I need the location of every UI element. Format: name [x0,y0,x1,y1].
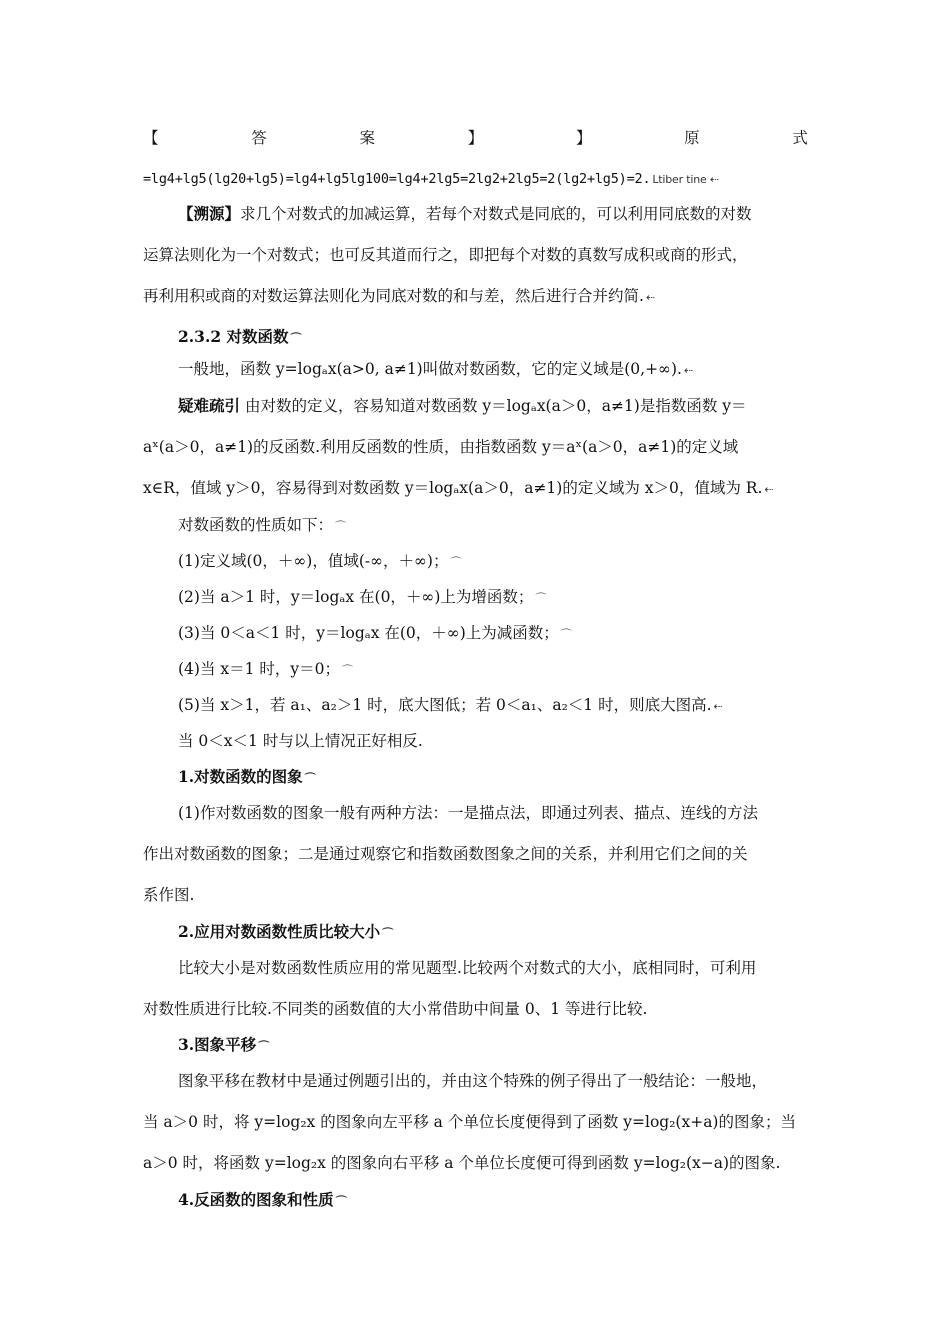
header-char: 】 [467,129,484,147]
equation-line [143,168,808,191]
paragraph-text: 再利用积或商的对数运算法则化为同底对数的和与差，然后进行合并约简. [143,287,644,305]
paragraph-text: 求几个对数式的加减运算，若每个对数式是同底的，可以利用同底数的对数 [240,205,752,223]
notes-paragraph-line [178,395,808,417]
property-item [178,658,808,682]
paragraph-line: (1)作对数函数的图象一般有两种方法：一是描点法，即通过列表、描点、连线的方法 [178,804,758,822]
paragraph-line: aˣ(a＞0，a≠1)的反函数.利用反函数的性质，由指数函数 y＝aˣ(a＞0，a≠1)的定义域 [143,438,739,456]
notes-label: 疑难疏引 [178,396,241,415]
paragraph-line: 图象平移在教材中是通过例题引出的，并由这个特殊的例子得出了一般结论：一般地， [178,1072,768,1090]
tie-mark-icon: ⌒ [304,772,316,785]
paragraph-line: 当 a＞0 时，将 y=log₂x 的图象向左平移 a 个单位长度便得到了函数 y=log₂(x+a)的图象；当 [143,1113,796,1131]
paragraph-line: 对数性质进行比较.不同类的函数值的大小常借助中间量 0、1 等进行比较. [143,1000,648,1018]
subsection-title: 4.反函数的图象和性质 [178,1190,334,1209]
header-char: 案 [359,129,375,147]
definition-line [178,358,808,382]
paragraph-line: a＞0 时，将函数 y=log₂x 的图象向右平移 a 个单位长度便可得到函数 y=log₂(x−a)的图象. [143,1154,781,1172]
property-text: (3)当 0＜a＜1 时，y＝logₐx 在(0，＋∞)上为减函数； [178,624,559,642]
tie-mark-icon: ⌒ [535,592,547,605]
paragraph-line: 比较大小是对数函数性质应用的常见题型.比较两个对数式的大小，底相同时，可利用 [178,959,757,977]
section-heading [178,326,808,350]
property-item [178,586,808,610]
property-text: (4)当 x＝1 时，y＝0； [178,660,341,678]
property-note: 当 0＜x＜1 时与以上情况正好相反. [178,732,423,750]
paragraph-line: 运算法则化为一个对数式；也可反其道而行之，即把每个对数的真数写成积或商的形式， [143,246,748,264]
paragraph-line: 系作图. [143,886,195,904]
header-char: 原 [684,129,700,147]
property-item [178,622,808,646]
header-char: 答 [251,129,267,147]
tie-mark-icon: ⌒ [342,664,354,677]
property-text: (2)当 a＞1 时，y＝logₐx 在(0，＋∞)上为增函数； [178,588,534,606]
tie-mark-icon: ⌒ [382,927,394,940]
tie-mark-icon: ⌒ [560,628,572,641]
paragraph-line [143,477,808,501]
stray-mark: Ltiber tine ⇠ [652,173,719,186]
paragraph-line: 作出对数函数的图象；二是通过观察它和指数函数图象之间的关系，并利用它们之间的关 [143,845,748,863]
subsection-heading [178,1034,808,1058]
subsection-title: 2.应用对数函数性质比较大小 [178,922,381,941]
property-intro-text: 对数函数的性质如下： [178,516,334,534]
section-title: 2.3.2 对数函数 [178,327,289,346]
tie-mark-icon: ⌒ [258,1040,270,1053]
tie-mark-icon: ⌒ [335,520,347,533]
property-item [178,550,808,574]
header-char: 式 [792,129,808,147]
subsection-heading [178,766,808,790]
tie-mark-icon: ⌒ [450,556,462,569]
subsection-title: 1.对数函数的图象 [178,767,303,786]
header-char: 【 [143,129,159,147]
tie-mark-icon: ⌒ [335,1195,347,1208]
definition-text: 一般地，函数 y=logₐx(a>0, a≠1)叫做对数函数，它的定义域是(0,+∞). [178,360,682,378]
paragraph-line [143,285,808,309]
subsection-title: 3.图象平移 [178,1035,257,1054]
property-text: (1)定义域(0，＋∞)，值域(-∞，＋∞)； [178,552,449,570]
property-intro [178,514,808,538]
property-item [178,694,808,718]
subsection-heading [178,1189,808,1213]
answer-header-line [143,127,808,149]
tie-mark-icon: ⌒ [290,332,302,345]
paragraph-mark-icon: ⇠ [645,291,656,304]
paragraph-text: x∈R，值域 y＞0，容易得到对数函数 y＝logₐx(a＞0，a≠1)的定义域为 x＞0，值域为 R. [143,479,763,497]
property-text: (5)当 x＞1，若 a₁、a₂＞1 时，底大图低；若 0＜a₁、a₂＜1 时，则底大图高. [178,696,712,714]
paragraph-mark-icon: ⇠ [764,483,774,496]
source-label: 【溯源】 [178,204,241,223]
subsection-heading [178,921,808,945]
equation-text: =lg4+lg5(lg20+lg5)=lg4+lg5lg100=lg4+2lg5=2lg2+2lg5=2(lg2+lg5)=2. [143,171,651,187]
header-char: 】 [575,129,592,147]
paragraph-text: 由对数的定义，容易知道对数函数 y＝logₐx(a＞0，a≠1)是指数函数 y＝ [240,397,747,415]
source-paragraph-line [178,203,808,225]
paragraph-mark-icon: ⇠ [713,700,723,713]
paragraph-mark-icon: ⇠ [683,364,694,377]
